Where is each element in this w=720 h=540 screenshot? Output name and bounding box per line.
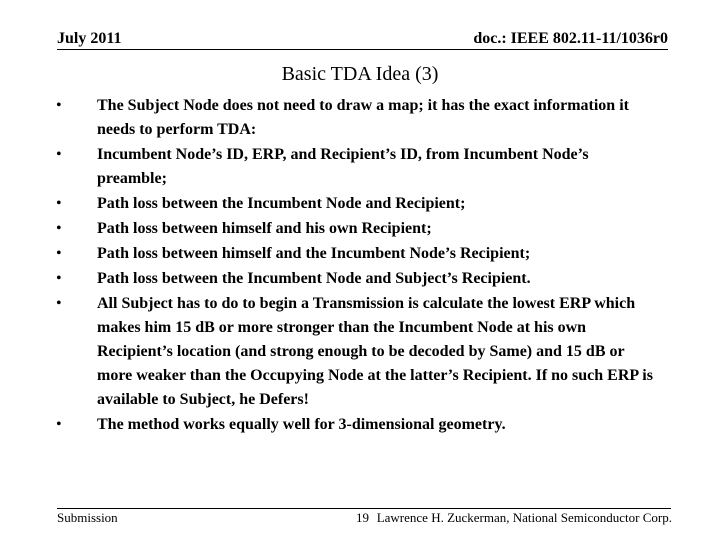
- header-doc-id: doc.: IEEE 802.11-11/1036r0: [473, 30, 668, 47]
- bullet-icon: •: [56, 146, 62, 163]
- bullet-item: [56, 242, 656, 266]
- bullet-icon: •: [56, 220, 62, 237]
- bullet-text: Incumbent Node’s ID, ERP, and Recipient’s ID, from Incumbent Node’s preamble;: [97, 146, 589, 187]
- bullet-item: [56, 143, 656, 191]
- footer-author: Lawrence H. Zuckerman, National Semiconductor Corp.: [376, 510, 672, 525]
- footer-submission: Submission: [57, 510, 118, 525]
- bullet-text: All Subject has to do to begin a Transmission is calculate the lowest ERP which makes him 15 dB or more stronger than the Incumbent Node at his own Recipient’s location (and strong enough to be decoded by Same) and 15 dB or more weaker than the Occupying Node at the latter’s Recipient. If no such ERP is available to Subject, he Defers!: [97, 295, 653, 408]
- header-rule: [57, 49, 668, 50]
- bullet-icon: •: [56, 97, 62, 114]
- bullet-text: Path loss between the Incumbent Node and Recipient;: [97, 195, 466, 212]
- bullet-item: [56, 217, 656, 241]
- bullet-text: Path loss between the Incumbent Node and Subject’s Recipient.: [97, 270, 531, 287]
- bullet-text: The method works equally well for 3-dimensional geometry.: [97, 416, 506, 433]
- footer-page-number: 19: [356, 510, 369, 525]
- bullet-item: [56, 413, 656, 437]
- footer-rule: [57, 508, 671, 509]
- bullet-icon: •: [56, 195, 62, 212]
- bullet-icon: •: [56, 295, 62, 312]
- header-date: July 2011: [57, 30, 122, 47]
- bullet-text: The Subject Node does not need to draw a map; it has the exact information it needs to perform TDA:: [97, 97, 629, 138]
- bullet-item: [56, 292, 656, 412]
- bullet-item: [56, 94, 656, 142]
- slide-title: Basic TDA Idea (3): [281, 63, 439, 85]
- bullet-list: [56, 94, 656, 438]
- bullet-icon: •: [56, 416, 62, 433]
- bullet-item: [56, 192, 656, 216]
- bullet-text: Path loss between himself and his own Recipient;: [97, 220, 432, 237]
- bullet-icon: •: [56, 245, 62, 262]
- bullet-text: Path loss between himself and the Incumbent Node’s Recipient;: [97, 245, 531, 262]
- bullet-item: [56, 267, 656, 291]
- bullet-icon: •: [56, 270, 62, 287]
